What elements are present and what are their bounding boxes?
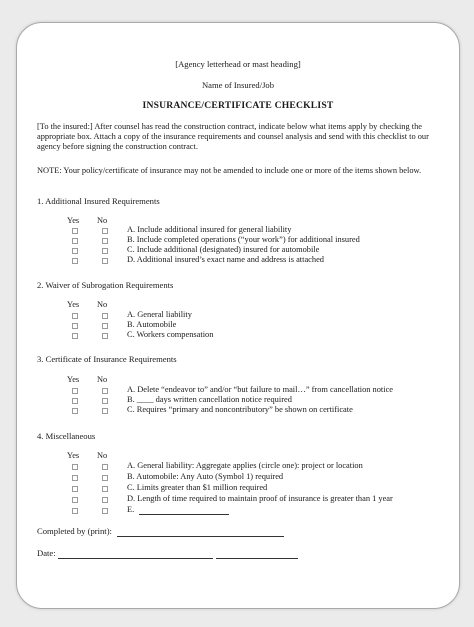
section-title: 4. Miscellaneous xyxy=(37,431,96,441)
yes-checkbox[interactable] xyxy=(72,388,78,394)
date-input-line-2[interactable] xyxy=(216,558,298,559)
no-checkbox[interactable] xyxy=(102,333,108,339)
checklist-row xyxy=(17,395,459,405)
no-checkbox[interactable] xyxy=(102,388,108,394)
section-title: 2. Waiver of Subrogation Requirements xyxy=(37,280,174,290)
checklist-row xyxy=(17,483,459,493)
checklist-item-label: E. xyxy=(127,505,135,514)
no-checkbox[interactable] xyxy=(102,313,108,319)
no-checkbox[interactable] xyxy=(102,323,108,329)
checklist-item-label: A. Include additional insured for general liability xyxy=(127,225,292,234)
no-checkbox[interactable] xyxy=(102,497,108,503)
section-title: 3. Certificate of Insurance Requirements xyxy=(37,354,177,364)
yes-checkbox[interactable] xyxy=(72,313,78,319)
agency-letterhead: [Agency letterhead or mast heading] xyxy=(175,59,301,69)
yes-checkbox[interactable] xyxy=(72,323,78,329)
no-checkbox[interactable] xyxy=(102,398,108,404)
checklist-item-label: D. Length of time required to maintain proof of insurance is greater than 1 year xyxy=(127,494,393,503)
no-checkbox[interactable] xyxy=(102,475,108,481)
section-title: 1. Additional Insured Requirements xyxy=(37,196,160,206)
checklist-row xyxy=(17,225,459,235)
checklist-item-label: D. Additional insured’s exact name and address is attached xyxy=(127,255,324,264)
checklist-item-label: B. Automobile xyxy=(127,320,177,329)
no-checkbox[interactable] xyxy=(102,238,108,244)
yes-checkbox[interactable] xyxy=(72,333,78,339)
insured-job-line: Name of Insured/Job xyxy=(201,80,275,90)
checklist-item-label: C. Workers compensation xyxy=(127,330,214,339)
checklist-item-label: B. Automobile: Any Auto (Symbol 1) required xyxy=(127,472,284,481)
checklist-row xyxy=(17,310,459,320)
yes-checkbox[interactable] xyxy=(72,258,78,264)
checklist-item-label: B. ____ days written cancellation notice required xyxy=(127,395,292,404)
yes-checkbox[interactable] xyxy=(72,497,78,503)
checklist-row xyxy=(17,320,459,330)
yes-column-header: Yes xyxy=(67,300,80,309)
yes-column-header: Yes xyxy=(67,451,80,460)
checklist-row xyxy=(17,405,459,415)
checklist-item-label: C. Requires “primary and noncontributory” be shown on certificate xyxy=(127,405,353,414)
checklist-row xyxy=(17,245,459,255)
yes-checkbox[interactable] xyxy=(72,228,78,234)
checklist-item-label: C. Include additional (designated) insured for automobile xyxy=(127,245,320,254)
no-column-header: No xyxy=(97,216,108,225)
yes-checkbox[interactable] xyxy=(72,398,78,404)
item-e-blank-line[interactable] xyxy=(139,514,229,515)
yes-checkbox[interactable] xyxy=(72,248,78,254)
yes-checkbox[interactable] xyxy=(72,408,78,414)
checklist-row xyxy=(17,255,459,265)
no-checkbox[interactable] xyxy=(102,248,108,254)
completed-by-input-line[interactable] xyxy=(117,536,284,537)
intro-paragraph: [To the insured:] After counsel has read the construction contract, indicate below what items apply by checking the appropriate box. Attach a copy of the insurance requirements and counsel analysis and send with this checklist to our agency before signing the construction contract. xyxy=(37,122,429,152)
no-checkbox[interactable] xyxy=(102,464,108,470)
no-checkbox[interactable] xyxy=(102,258,108,264)
yes-column-header: Yes xyxy=(67,375,80,384)
checklist-row xyxy=(17,461,459,471)
no-checkbox[interactable] xyxy=(102,408,108,414)
checklist-item-label: B. Include completed operations (“your work”) for additional insured xyxy=(127,235,360,244)
no-column-header: No xyxy=(97,451,108,460)
checklist-row xyxy=(17,494,459,504)
yes-checkbox[interactable] xyxy=(72,475,78,481)
yes-checkbox[interactable] xyxy=(72,486,78,492)
no-checkbox[interactable] xyxy=(102,508,108,514)
no-checkbox[interactable] xyxy=(102,486,108,492)
no-checkbox[interactable] xyxy=(102,228,108,234)
date-label: Date: xyxy=(37,548,56,558)
yes-column-header: Yes xyxy=(67,216,80,225)
checklist-row xyxy=(17,330,459,340)
date-input-line[interactable] xyxy=(58,558,213,559)
yes-checkbox[interactable] xyxy=(72,464,78,470)
checklist-row xyxy=(17,505,459,515)
yes-checkbox[interactable] xyxy=(72,508,78,514)
page-title: INSURANCE/CERTIFICATE CHECKLIST xyxy=(142,100,334,111)
checklist-item-label: A. Delete “endeavor to” and/or “but failure to mail…” from cancellation notice xyxy=(127,385,394,394)
no-column-header: No xyxy=(97,300,108,309)
note-paragraph: NOTE: Your policy/certificate of insurance may not be amended to include one or more of the items shown below. xyxy=(37,166,422,175)
checklist-row xyxy=(17,472,459,482)
checklist-row xyxy=(17,235,459,245)
checklist-page xyxy=(16,22,460,609)
completed-by-label: Completed by (print): xyxy=(37,526,112,536)
yes-checkbox[interactable] xyxy=(72,238,78,244)
checklist-item-label: C. Limits greater than $1 million required xyxy=(127,483,268,492)
checklist-row xyxy=(17,385,459,395)
checklist-item-label: A. General liability: Aggregate applies (circle one): project or location xyxy=(127,461,363,470)
no-column-header: No xyxy=(97,375,108,384)
checklist-item-label: A. General liability xyxy=(127,310,192,319)
